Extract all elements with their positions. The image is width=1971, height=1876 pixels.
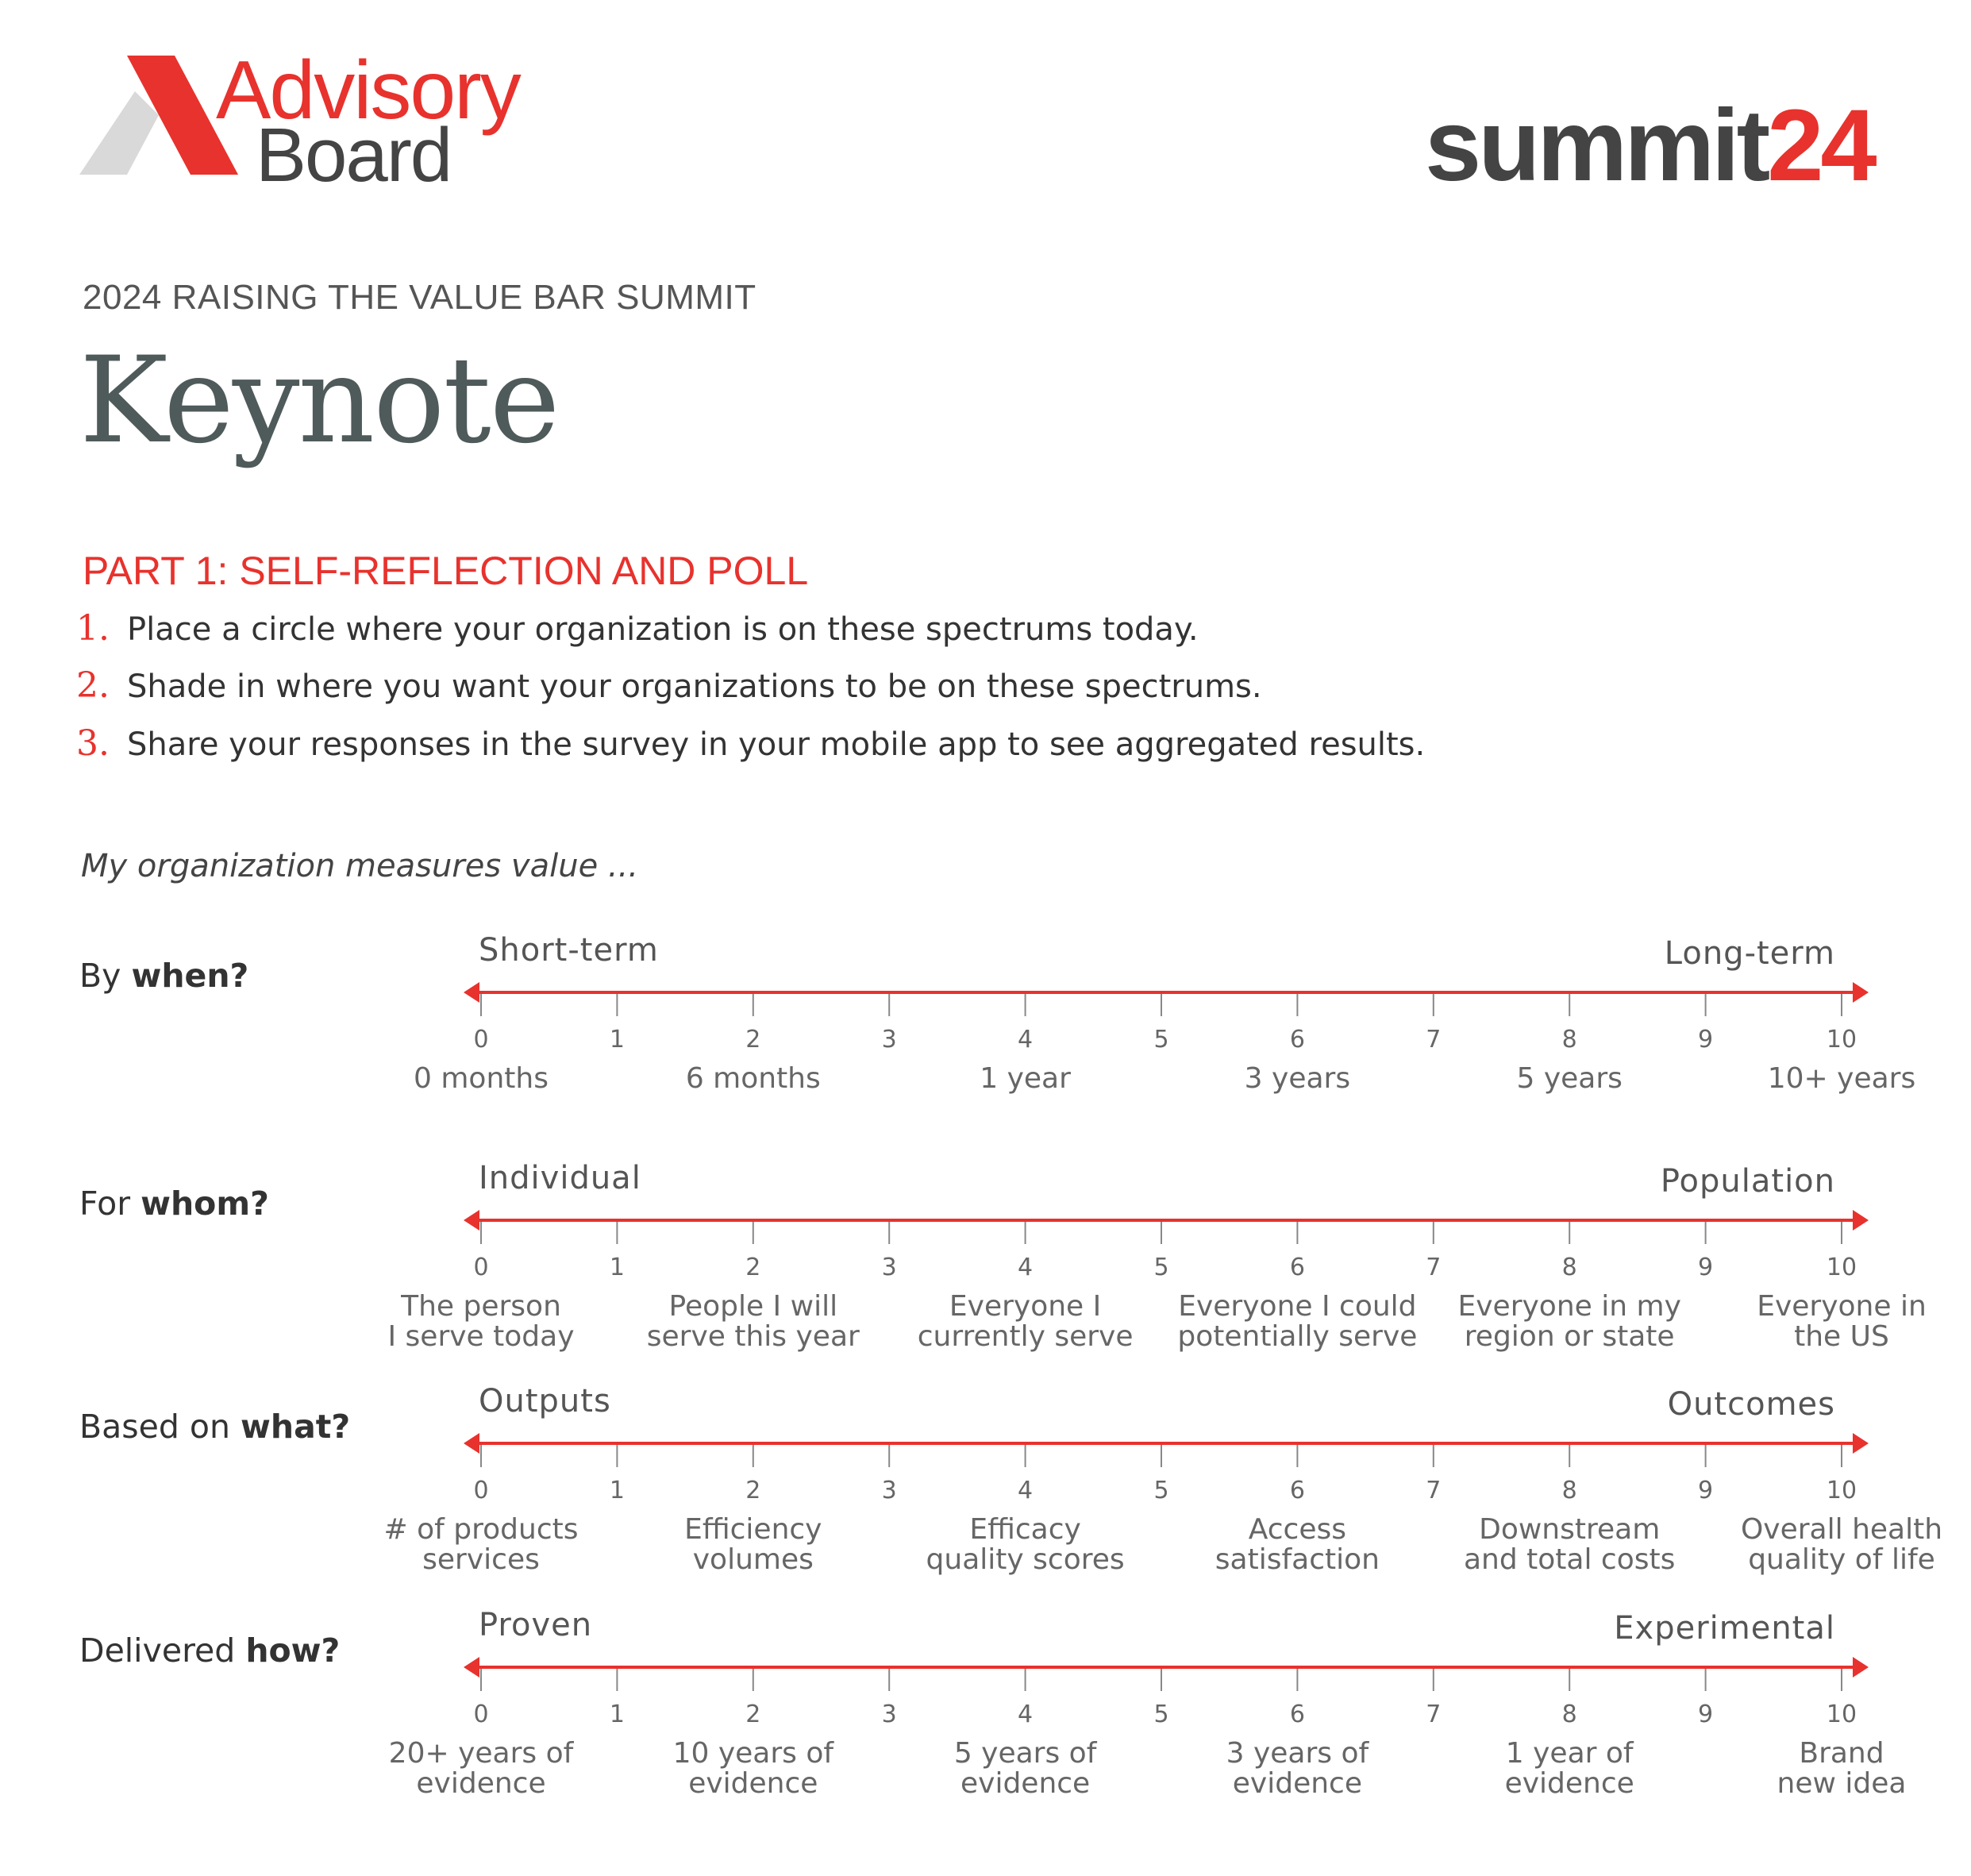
spectrum-descriptor <box>1715 1515 1969 1575</box>
spectrum-left-label: Individual <box>479 1160 641 1196</box>
question-keyword: when? <box>131 957 249 995</box>
spectrum-descriptor <box>1442 1739 1696 1799</box>
spectrum-descriptor: 6 months <box>685 1062 821 1095</box>
spectrum-descriptor <box>626 1515 880 1575</box>
instruction-1 <box>76 608 1199 649</box>
left-arrow-icon <box>464 1657 479 1678</box>
part-heading: PART 1: SELF-REFLECTION AND POLL <box>83 549 809 593</box>
spectrum-axis <box>0 1643 1971 1691</box>
tick-number: 9 <box>1698 1701 1714 1728</box>
instruction-2 <box>76 665 1262 706</box>
descriptor-line: 20+ years of <box>388 1737 574 1770</box>
descriptor-line: Brand <box>1799 1737 1884 1770</box>
intro-line: My organization measures value ... <box>81 848 639 884</box>
spectrum-descriptor <box>1442 1515 1696 1575</box>
spectrum-descriptor: 3 years <box>1244 1062 1351 1095</box>
left-arrow-icon <box>464 982 479 1003</box>
spectrum-descriptor <box>1442 1292 1696 1352</box>
spectrum-right-label: Long-term <box>1664 935 1835 972</box>
instruction-number: 2. <box>76 665 110 706</box>
tick-number: 2 <box>745 1477 761 1504</box>
descriptor-line: Everyone I <box>949 1290 1102 1323</box>
spectrum-axis <box>0 1196 1971 1244</box>
spectrum-descriptor <box>1715 1292 1969 1352</box>
tick-number: 2 <box>745 1701 761 1728</box>
descriptor-line: # of products <box>383 1513 579 1546</box>
tick-number: 7 <box>1426 1477 1442 1504</box>
tick-number: 10 <box>1826 1701 1857 1728</box>
descriptor-line: evidence <box>688 1766 818 1800</box>
descriptor-line: evidence <box>1504 1766 1634 1800</box>
tick-number: 0 <box>473 1477 489 1504</box>
descriptor-line: services <box>422 1543 540 1576</box>
descriptor-line: serve this year <box>646 1319 860 1353</box>
descriptor-line: quality of life <box>1748 1543 1935 1576</box>
descriptor-line: Everyone in <box>1757 1290 1927 1323</box>
descriptor-line: satisfaction <box>1215 1543 1380 1576</box>
tick-number: 4 <box>1018 1254 1034 1281</box>
tick-number: 3 <box>881 1701 897 1728</box>
tick-number: 5 <box>1153 1701 1169 1728</box>
logo-text-advisory: Advisory <box>216 44 520 137</box>
spectrum-right-label: Population <box>1660 1163 1835 1200</box>
tick-number: 8 <box>1561 1026 1577 1054</box>
question-keyword: what? <box>241 1408 351 1446</box>
descriptor-line: 1 year of <box>1505 1737 1634 1770</box>
tick-number: 7 <box>1426 1254 1442 1281</box>
instruction-number: 3. <box>76 723 110 764</box>
tick-number: 5 <box>1153 1477 1169 1504</box>
tick-number: 0 <box>473 1701 489 1728</box>
descriptor-line: 10 years of <box>672 1737 834 1770</box>
left-arrow-icon <box>464 1433 479 1454</box>
spectrum-descriptor <box>626 1739 880 1799</box>
question-prefix: Delivered <box>79 1631 236 1670</box>
descriptor-line: new idea <box>1777 1766 1907 1800</box>
summit-logo <box>1425 89 1874 202</box>
tick-number: 2 <box>745 1254 761 1281</box>
tick-number: 4 <box>1018 1026 1034 1054</box>
spectrum-descriptor: 0 months <box>414 1062 549 1095</box>
tick-number: 3 <box>881 1254 897 1281</box>
tick-number: 8 <box>1561 1477 1577 1504</box>
tick-number: 1 <box>609 1477 625 1504</box>
tick-number: 0 <box>473 1026 489 1054</box>
descriptor-line: volumes <box>692 1543 814 1576</box>
summit-logo-year: 24 <box>1767 89 1874 202</box>
instruction-text: Shade in where you want your organizations to be on these spectrums. <box>127 668 1262 705</box>
tick-number: 10 <box>1826 1477 1857 1504</box>
descriptor-line: the US <box>1794 1319 1889 1353</box>
descriptor-line: I serve today <box>387 1319 575 1353</box>
spectrum-descriptor <box>1170 1515 1424 1575</box>
tick-number: 4 <box>1018 1477 1034 1504</box>
spectrum-descriptor <box>1715 1739 1969 1799</box>
tick-number: 8 <box>1561 1701 1577 1728</box>
right-arrow-icon <box>1853 1433 1869 1454</box>
descriptor-line: and total costs <box>1463 1543 1676 1576</box>
tick-number: 7 <box>1426 1701 1442 1728</box>
instruction-text: Place a circle where your organization is on these spectrums today. <box>127 611 1199 648</box>
descriptor-line: People I will <box>668 1290 838 1323</box>
tick-number: 9 <box>1698 1254 1714 1281</box>
tick-number: 10 <box>1826 1254 1857 1281</box>
spectrum-right-label: Outcomes <box>1667 1386 1835 1423</box>
page-title: Keynote <box>79 332 559 470</box>
left-arrow-icon <box>464 1210 479 1231</box>
tick-number: 6 <box>1289 1701 1305 1728</box>
spectrum-descriptor: 10+ years <box>1767 1062 1916 1095</box>
descriptor-line: quality scores <box>926 1543 1125 1576</box>
tick-number: 6 <box>1289 1477 1305 1504</box>
descriptor-line: 3 years of <box>1226 1737 1369 1770</box>
logo-text-board: Board <box>256 113 452 198</box>
descriptor-line: Overall health <box>1740 1513 1943 1546</box>
tick-number: 1 <box>609 1254 625 1281</box>
instruction-text: Share your responses in the survey in your mobile app to see aggregated results. <box>127 726 1426 763</box>
descriptor-line: region or state <box>1464 1319 1675 1353</box>
tick-number: 5 <box>1153 1026 1169 1054</box>
descriptor-line: Everyone in my <box>1457 1290 1681 1323</box>
question-keyword: how? <box>245 1631 341 1670</box>
descriptor-line: Downstream <box>1479 1513 1661 1546</box>
advisory-board-logo-mark <box>79 56 238 183</box>
tick-number: 10 <box>1826 1026 1857 1054</box>
spectrum-descriptor <box>899 1292 1153 1352</box>
spectrum-left-label: Short-term <box>479 932 659 969</box>
tick-number: 6 <box>1289 1026 1305 1054</box>
spectrum-left-label: Proven <box>479 1607 593 1643</box>
instruction-number: 1. <box>76 608 110 649</box>
event-name: 2024 RAISING THE VALUE BAR SUMMIT <box>83 278 756 317</box>
right-arrow-icon <box>1853 1210 1869 1231</box>
descriptor-line: evidence <box>1232 1766 1362 1800</box>
spectrum-descriptor <box>1170 1292 1424 1352</box>
question-prefix: For <box>79 1185 131 1223</box>
question-keyword: whom? <box>141 1185 269 1223</box>
instruction-3 <box>76 723 1425 764</box>
tick-number: 8 <box>1561 1254 1577 1281</box>
tick-number: 9 <box>1698 1477 1714 1504</box>
spectrum-descriptor: 1 year <box>980 1062 1071 1095</box>
tick-number: 1 <box>609 1026 625 1054</box>
descriptor-line: Efficiency <box>684 1513 822 1546</box>
tick-number: 0 <box>473 1254 489 1281</box>
descriptor-line: Everyone I could <box>1178 1290 1417 1323</box>
spectrum-axis <box>0 969 1971 1016</box>
right-arrow-icon <box>1853 982 1869 1003</box>
logo-gray-stroke <box>79 91 159 175</box>
question-prefix: By <box>79 957 121 995</box>
right-arrow-icon <box>1853 1657 1869 1678</box>
spectrum-axis <box>0 1420 1971 1467</box>
descriptor-line: Access <box>1248 1513 1347 1546</box>
summit-logo-word: summit <box>1425 89 1768 202</box>
spectrum-descriptor <box>1170 1739 1424 1799</box>
descriptor-line: currently serve <box>917 1319 1134 1353</box>
spectrum-descriptor: 5 years <box>1516 1062 1623 1095</box>
question-prefix: Based on <box>79 1408 230 1446</box>
descriptor-line: evidence <box>416 1766 546 1800</box>
tick-number: 3 <box>881 1477 897 1504</box>
spectrum-descriptor <box>354 1739 608 1799</box>
tick-number: 5 <box>1153 1254 1169 1281</box>
descriptor-line: evidence <box>960 1766 1091 1800</box>
spectrum-descriptor <box>354 1515 608 1575</box>
tick-number: 1 <box>609 1701 625 1728</box>
tick-number: 7 <box>1426 1026 1442 1054</box>
descriptor-line: The person <box>401 1290 561 1323</box>
tick-number: 3 <box>881 1026 897 1054</box>
tick-number: 9 <box>1698 1026 1714 1054</box>
tick-number: 6 <box>1289 1254 1305 1281</box>
tick-number: 4 <box>1018 1701 1034 1728</box>
tick-number: 2 <box>745 1026 761 1054</box>
descriptor-line: Efficacy <box>969 1513 1081 1546</box>
spectrum-descriptor <box>626 1292 880 1352</box>
spectrum-descriptor <box>354 1292 608 1352</box>
descriptor-line: 5 years of <box>953 1737 1097 1770</box>
spectrum-descriptor <box>899 1515 1153 1575</box>
descriptor-line: potentially serve <box>1177 1319 1418 1353</box>
spectrum-left-label: Outputs <box>479 1383 611 1420</box>
spectrum-right-label: Experimental <box>1614 1610 1835 1647</box>
spectrum-descriptor <box>899 1739 1153 1799</box>
